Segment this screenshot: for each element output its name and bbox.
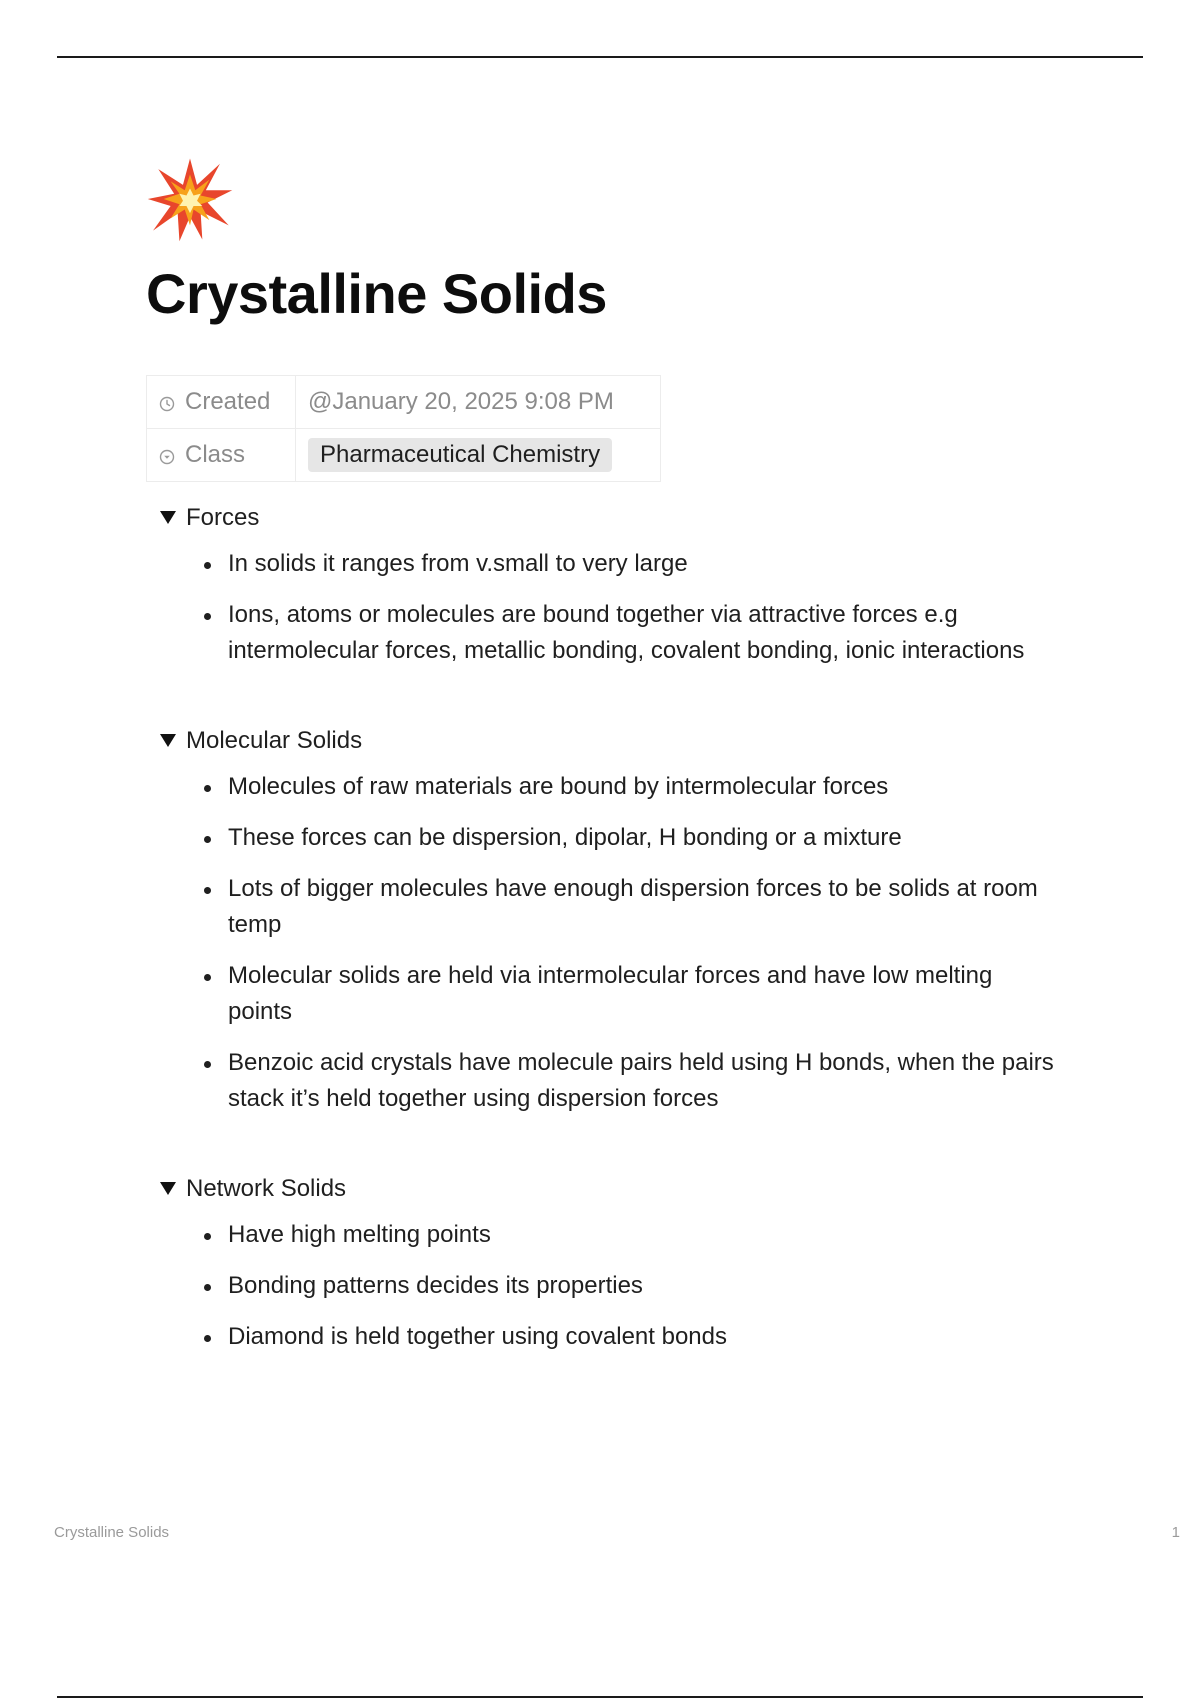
footer-doc-title: Crystalline Solids <box>54 1524 170 1541</box>
toggle-header-molecular-solids[interactable] <box>160 723 1066 759</box>
list-item: Have high melting points <box>198 1217 1058 1253</box>
property-row-created <box>147 375 661 428</box>
property-name-class[interactable] <box>147 428 296 481</box>
toggle-network-solids <box>146 1171 1066 1355</box>
bullet-list <box>146 546 1066 669</box>
property-value-created[interactable]: @January 20, 2025 9:08 PM <box>296 375 661 428</box>
page-title: Crystalline Solids <box>146 262 607 325</box>
bottom-rule <box>57 1696 1143 1698</box>
notion-page <box>146 155 1066 1370</box>
list-item: Diamond is held together using covalent bonds <box>198 1319 1058 1355</box>
class-tag[interactable]: Pharmaceutical Chemistry <box>308 438 612 472</box>
toggle-header-forces[interactable] <box>160 500 1066 536</box>
footer-page-number: 1 <box>1171 1524 1180 1541</box>
list-item: Benzoic acid crystals have molecule pairs held using H bonds, when the pairs stack it’s held together using dispersion forces <box>198 1045 1058 1117</box>
toggle-header-network-solids[interactable] <box>160 1171 1066 1207</box>
property-value-class[interactable] <box>296 428 661 481</box>
list-item: These forces can be dispersion, dipolar, H bonding or a mixture <box>198 820 1058 856</box>
select-icon <box>159 449 175 465</box>
bullet-list <box>146 769 1066 1117</box>
clock-icon <box>159 396 175 412</box>
caret-down-icon[interactable] <box>160 734 176 747</box>
caret-down-icon[interactable] <box>160 511 176 524</box>
collision-icon <box>146 155 234 243</box>
properties-table <box>146 375 661 482</box>
list-item: Molecular solids are held via intermolecular forces and have low melting points <box>198 958 1058 1030</box>
bullet-list <box>146 1217 1066 1355</box>
list-item: Ions, atoms or molecules are bound together via attractive forces e.g intermolecular forces, metallic bonding, covalent bonding, ionic interactions <box>198 597 1058 669</box>
toggle-forces <box>146 500 1066 669</box>
list-item: Molecules of raw materials are bound by intermolecular forces <box>198 769 1058 805</box>
property-label: Created <box>185 387 271 415</box>
top-rule <box>57 56 1143 58</box>
list-item: In solids it ranges from v.small to very large <box>198 546 1058 582</box>
property-name-created[interactable] <box>147 375 296 428</box>
property-row-class <box>147 428 661 481</box>
property-label: Class <box>185 440 246 468</box>
toggle-title: Molecular Solids <box>186 726 363 754</box>
toggle-molecular-solids <box>146 723 1066 1117</box>
list-item: Lots of bigger molecules have enough dispersion forces to be solids at room temp <box>198 871 1058 943</box>
caret-down-icon[interactable] <box>160 1182 176 1195</box>
toggle-title: Network Solids <box>186 1174 347 1202</box>
toggle-title: Forces <box>186 503 260 531</box>
list-item: Bonding patterns decides its properties <box>198 1268 1058 1304</box>
